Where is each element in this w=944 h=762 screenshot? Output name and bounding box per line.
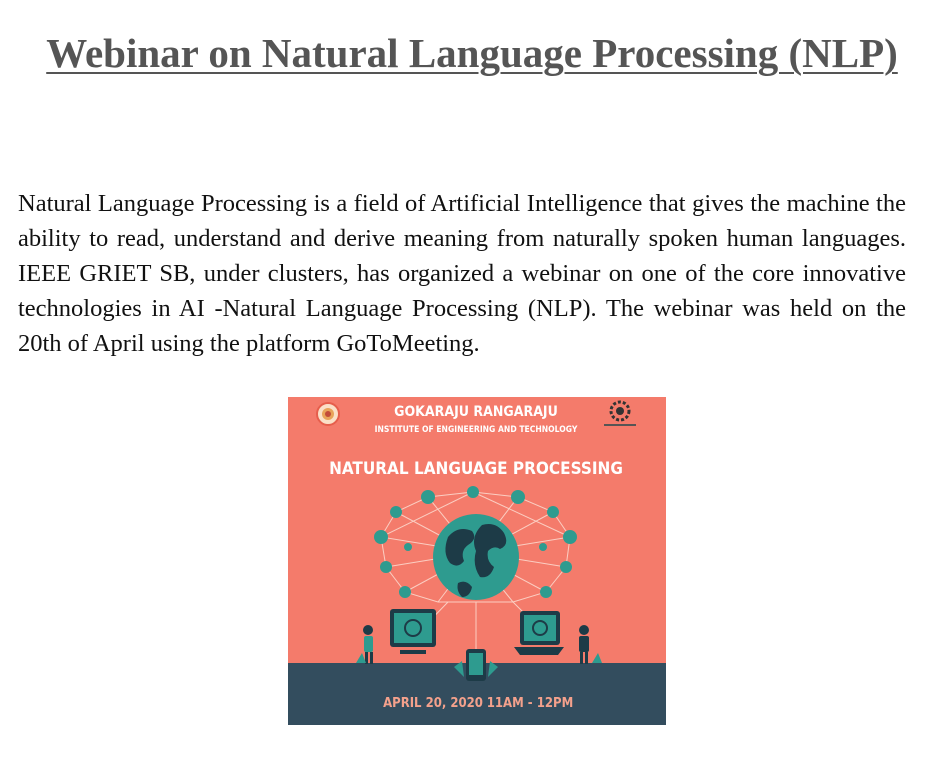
page-title: Webinar on Natural Language Processing (NLP) <box>46 30 898 76</box>
institute-subtitle: INSTITUTE OF ENGINEERING AND TECHNOLOGY <box>374 425 578 435</box>
college-seal-icon <box>317 403 339 425</box>
webinar-poster <box>288 397 666 725</box>
event-date: APRIL 20, 2020 <box>383 696 483 711</box>
institute-name: GOKARAJU RANGARAJU <box>394 404 558 420</box>
globe-icon <box>433 514 519 600</box>
webinar-description: Natural Language Processing is a field of Artificial Intelligence that gives the machine the ability to read, understand and derive meaning from naturally spoken human languages. IEEE GRIET SB, under clusters, has organized a webinar on one of the core innovative technologies in AI -Natural Language Processing (NLP). The webinar was held on the 20th of April using the platform GoToMeeting. <box>18 190 906 357</box>
poster-headline: NATURAL LANGUAGE PROCESSING <box>329 459 623 479</box>
right-laptop-icon <box>514 611 564 655</box>
event-time: 11AM - 12PM <box>486 696 574 711</box>
